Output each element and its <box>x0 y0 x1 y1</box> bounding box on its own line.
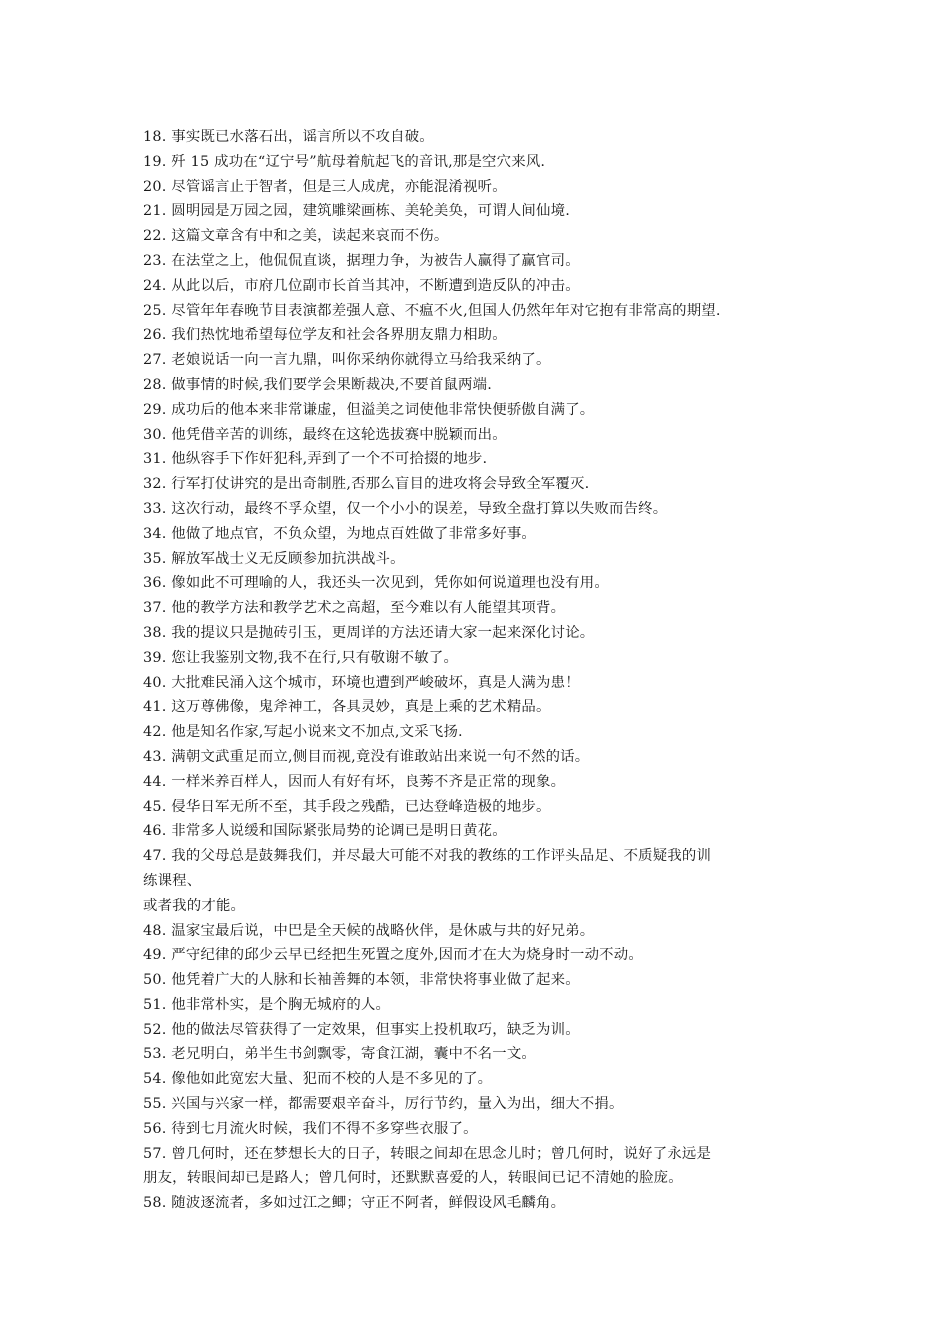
text-line: 57. 曾几何时，还在梦想长大的日子，转眼之间却在思念儿时；曾几何时，说好了永远是 <box>143 1145 712 1162</box>
text-line: 53. 老兄明白，弟半生书剑飘零，寄食江湖，囊中不名一文。 <box>143 1046 537 1063</box>
text-line: 27. 老娘说话一向一言九鼎，叫你采纳你就得立马给我采纳了。 <box>143 352 551 369</box>
text-line: 或者我的才能。 <box>143 897 246 914</box>
text-line: 42. 他是知名作家,写起小说来文不加点,文采飞扬. <box>143 724 463 741</box>
text-line: 43. 满朝文武重足而立,侧目而视,竟没有谁敢站出来说一句不然的话。 <box>143 748 590 765</box>
document-body <box>143 125 823 1216</box>
text-line: 35. 解放军战士义无反顾参加抗洪战斗。 <box>143 550 405 567</box>
text-line: 18. 事实既已水落石出，谣言所以不攻自破。 <box>143 129 434 145</box>
text-line: 36. 像如此不可理喻的人，我还头一次见到，凭你如何说道理也没有用。 <box>143 575 609 592</box>
text-line: 34. 他做了地点官，不负众望，为地点百姓做了非常多好事。 <box>143 525 537 542</box>
text-line: 23. 在法堂之上，他侃侃直谈，据理力争，为被告人赢得了赢官司。 <box>143 252 580 269</box>
text-line: 55. 兴国与兴家一样，都需要艰辛奋斗，厉行节约，量入为出，细大不捐。 <box>143 1096 624 1113</box>
text-line: 26. 我们热忱地希望每位学友和社会各界朋友鼎力相助。 <box>143 327 507 344</box>
text-line: 41. 这万尊佛像，鬼斧神工，各具灵妙，真是上乘的艺术精品。 <box>143 699 551 716</box>
text-line: 19. 歼 15 成功在“辽宁号”航母着航起飞的音讯,那是空穴来风. <box>143 153 546 170</box>
text-line: 56. 待到七月流火时候，我们不得不多穿些衣服了。 <box>143 1120 478 1137</box>
text-line: 24. 从此以后，市府几位副市长首当其冲，不断遭到造反队的冲击。 <box>143 277 580 294</box>
text-line: 38. 我的提议只是抛砖引玉，更周详的方法还请大家一起来深化讨论。 <box>143 624 595 641</box>
text-line: 33. 这次行动，最终不孚众望，仅一个小小的误差，导致全盘打算以失败而告终。 <box>143 500 668 517</box>
text-line: 31. 他纵容手下作奸犯科,弄到了一个不可拾掇的地步. <box>143 451 488 468</box>
text-line: 30. 他凭借辛苦的训练，最终在这轮选拔赛中脱颖而出。 <box>143 426 507 443</box>
text-line: 44. 一样米养百样人，因而人有好有坏，良莠不齐是正常的现象。 <box>143 773 566 790</box>
text-line: 48. 温家宝最后说，中巴是全天候的战略伙伴，是休戚与共的好兄弟。 <box>143 922 595 939</box>
text-line: 25. 尽管年年春晚节目表演都差强人意、不瘟不火,但国人仍然年年对它抱有非常高的期望. <box>143 302 721 319</box>
text-line: 54. 像他如此宽宏大量、犯而不校的人是不多见的了。 <box>143 1071 493 1088</box>
text-line: 47. 我的父母总是鼓舞我们，并尽最大可能不对我的教练的工作评头品足、不质疑我的训 <box>143 848 712 865</box>
text-line: 50. 他凭着广大的人脉和长袖善舞的本领，非常快将事业做了起来。 <box>143 972 580 989</box>
text-line: 28. 做事情的时候,我们要学会果断裁决,不要首鼠两端. <box>143 376 492 393</box>
text-line: 45. 侵华日军无所不至，其手段之残酷，已达登峰造极的地步。 <box>143 798 551 815</box>
text-line: 58. 随波逐流者，多如过江之鲫；守正不阿者，鲜假设风毛麟角。 <box>143 1195 566 1212</box>
text-line: 39. 您让我鉴别文物,我不在行,只有敬谢不敏了。 <box>143 649 459 666</box>
text-line: 49. 严守纪律的邱少云早已经把生死置之度外,因而才在大为烧身时一动不动。 <box>143 947 643 964</box>
text-line: 32. 行军打仗讲究的是出奇制胜,否那么盲目的进攻将会导致全军覆灭. <box>143 476 590 493</box>
text-line: 练课程、 <box>143 872 202 889</box>
text-line: 40. 大批难民涌入这个城市，环境也遭到严峻破坏，真是人满为患！ <box>143 674 580 691</box>
text-line: 51. 他非常朴实，是个胸无城府的人。 <box>143 996 391 1013</box>
text-line: 朋友，转眼间却已是路人；曾几何时，还默默喜爱的人，转眼间已记不清她的脸庞。 <box>143 1170 683 1187</box>
text-line: 37. 他的教学方法和教学艺术之高超，至今难以有人能望其项背。 <box>143 600 566 617</box>
text-line: 20. 尽管谣言止于智者，但是三人成虎，亦能混淆视听。 <box>143 178 507 195</box>
text-line: 29. 成功后的他本来非常谦虚，但溢美之词使他非常快便骄傲自满了。 <box>143 401 595 418</box>
text-line: 22. 这篇文章含有中和之美，读起来哀而不伤。 <box>143 228 449 245</box>
text-line: 21. 圆明园是万园之园，建筑雕梁画栋、美轮美奂，可谓人间仙境. <box>143 203 570 220</box>
text-line: 52. 他的做法尽管获得了一定效果，但事实上投机取巧，缺乏为训。 <box>143 1021 580 1038</box>
text-line: 46. 非常多人说缓和国际紧张局势的论调已是明日黄花。 <box>143 823 507 840</box>
